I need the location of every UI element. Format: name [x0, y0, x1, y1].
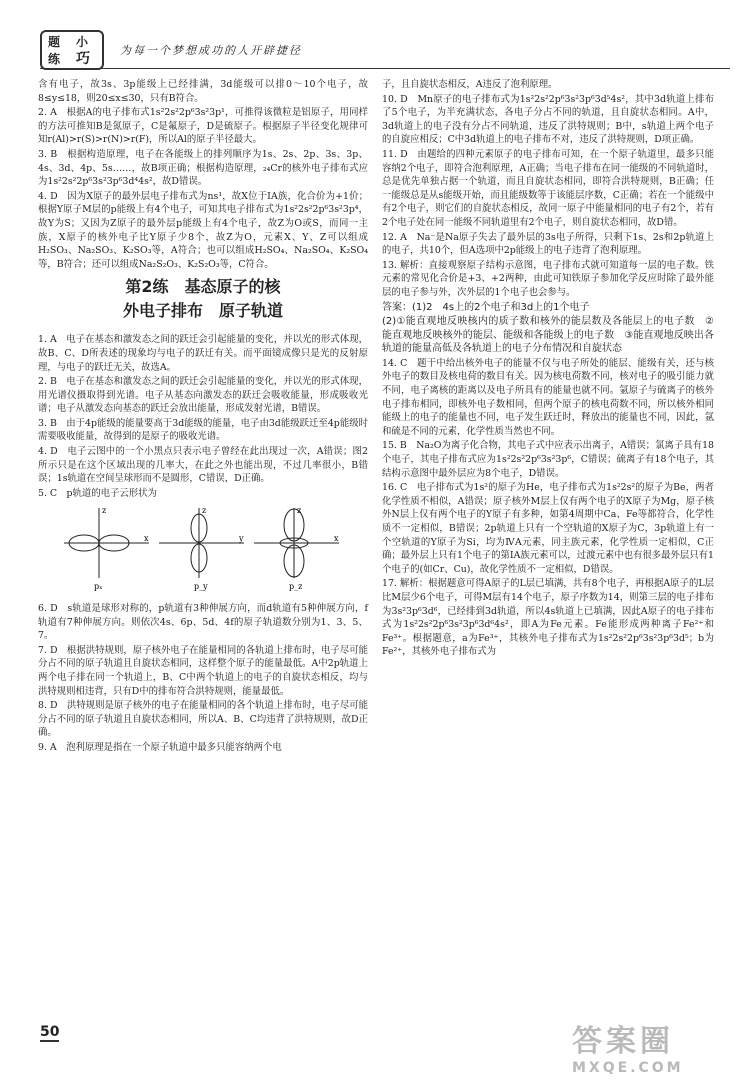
header-divider	[40, 68, 730, 69]
site-watermark	[572, 1016, 732, 1076]
watermark-text: 答案圈	[572, 1024, 674, 1059]
left-column	[38, 78, 368, 756]
header-slogan: 为每一个梦想成功的人开辟捷径	[120, 44, 302, 57]
axis-label: x	[144, 534, 149, 544]
section-title	[38, 275, 368, 323]
answer-item: 15. B Na₂O为离子化合物，其电子式中应表示出离子，A错误；氯离子具有18个电子，其电子排布式应为1s²2s²2p⁶3s²3p⁶，C错误；硫离子有18个电子，其结构示意图中最外层应为8个电子，D错误。	[382, 440, 714, 479]
section-title-line: 外电子排布 原子轨道	[122, 301, 283, 321]
answer-line: 答案：(1)2 4s上的2个电子和3d上的1个电子	[382, 301, 590, 313]
answer-item: 14. C 题干中给出核外电子的能量不仅与电子所处的能层、能级有关，还与核外电子的数目及核电荷的数目有关。因为核电荷数不同，核对电子的吸引能力就不同，电子离核的距离以及电子所具有的能量也就不同。氩原子与硫离子的核外电子排布相同，即核外电子数相同，但两个原子的核电荷数不同，所以核外相同能级上的电子的能量也不同，电子发生跃迁时，释放出的能量也不同，因此，氩和硫是不同的元素，化学性质当然也不同。	[382, 357, 714, 437]
px-orbital	[64, 508, 149, 578]
right-column	[382, 78, 714, 660]
logo-char: 小	[76, 35, 89, 49]
axis-label: z	[297, 506, 302, 516]
logo-char: 题	[48, 35, 61, 49]
logo-char: 巧	[76, 51, 90, 67]
pz-orbital	[254, 508, 339, 578]
axis-label: x	[334, 534, 339, 544]
answer-item: 子，且自旋状态相反，A违反了泡利原理。	[382, 79, 558, 90]
answer-item: 13. 解析：直接观察原子结构示意图，电子排布式就可知道每一层的电子数。铁元素的常见化合价是+3、+2两种，由此可知铁原子参加化学反应时除了最外能层的电子参与外，次外层的1个电子也会参与。	[382, 259, 714, 298]
answer-item: 8. D 洪特规则是原子核外的电子在能量相同的各个轨道上排布时，电子尽可能分占不同的原子轨道且自旋状态相同，所以A、B、C均违背了洪特规则，故D正确。	[38, 700, 368, 739]
answer-item: 5. C p轨道的电子云形状为	[38, 487, 157, 499]
answer-item: 11. D 由题给的四种元素原子的电子排布可知，在一个原子轨道里，最多只能容纳2个电子，即符合泡利原理，A正确；当电子排布在同一能级的不同轨道时，总是优先单独占据一个轨道，而且自旋状态相同，即符合洪特规则，B正确；任一能级总是从s能级开始，而且能级数等于该能层序数，C正确；若在一个能级中有2个电子，则它们的自旋状态相反，故同一原子中能量相同的电子有2个，若有2个电子处在同一能级不同轨道里有2个电子，则自旋状态相同，故D错。	[382, 148, 714, 228]
orbital-label: p_z	[289, 582, 303, 592]
p-orbital-diagram	[54, 503, 354, 593]
answer-item: 9. A 泡利原理是指在一个原子轨道中最多只能容纳两个电	[38, 741, 282, 753]
py-orbital	[159, 508, 244, 578]
answer-item: 6. D s轨道是球形对称的，p轨道有3种伸展方向，而d轨道有5种伸展方向，f轨道有7种伸展方向。则依次4s、6p、5d、4f的原子轨道数分别为1、3、5、7。	[38, 603, 368, 642]
answer-line: (2)①能直观地反映核内的质子数和核外的能层数及各能层上的电子数 ②能直观地反映核外的能层、能级和各能级上的电子数 ③能直观地反映出各轨道的能量高低及各轨道上的电子分布情况和自旋状态	[382, 316, 714, 355]
axis-label: z	[102, 506, 107, 516]
answer-item: 17. 解析：根据题意可得A原子的L层已填满，共有8个电子，再根据A原子的L层比M层少6个电子，可得M层有14个电子，原子序数为14，则第三层的电子排布为3s²3p⁶3d⁶，已经排到3d轨道，所以4s轨道上已填满，因此A原子的电子排布式为1s²2s²2p⁶3s²3p⁶3d⁶4s²，即A为Fe元素。Fe能形成两种离子Fe²⁺和Fe³⁺。根据题意，a为Fe³⁺，其核外电子排布式为1s²2s²2p⁶3s²3p⁶3d⁵；b为Fe²⁺，其核外电子排布式为	[382, 578, 714, 658]
answer-item: 2. A 根据A的电子排布式1s²2s²2p⁶3s²3p¹，可推得该微粒是铝原子，用同样的方法可推知B是氮原子，C是氟原子，D是硫原子。根据原子半径变化规律可知r(Al)>r(S)>r(N)>r(F)，所以Al的原子半径最大。	[38, 107, 368, 146]
answer-item: 10. D Mn原子的电子排布式为1s²2s²2p⁶3s²3p⁶3d⁵4s²，其中3d轨道上排布了5个电子，为半充满状态，各电子分占不同的轨道，且自旋状态相同。A中，3d轨道上的电子没有分占不同轨道，违反了洪特规则；B中，s轨道上两个电子的自旋应相反；C中3d轨道上的电子排布不对，违反了洪特规则，D项正确。	[382, 93, 714, 146]
page-footer	[40, 1024, 340, 1044]
axis-label: y	[239, 534, 244, 544]
orbital-label: p_y	[194, 582, 208, 592]
page-number: 50	[40, 1024, 60, 1040]
answer-item: 4. D 因为X原子的最外层电子排布式为ns¹，故X位于ⅠA族，化合价为+1价；根据Y原子M层的p能级上有4个电子，可知其电子排布式为1s²2s²2p⁶3s²3p⁴，故Y为S；又因为Z原子的最外层p能级上有4个电子，故Z为O或S，而同一主族，X原子的核外电子比Y原子少8个，故Z为O，元素X、Y、Z可以组成H₂SO₃、Na₂SO₃、K₂SO₃等，A符合；也可以组成H₂SO₄、Na₂SO₄、K₂SO₄等，B符合；还可以组成Na₂S₂O₃、K₂S₂O₃等，C符合。	[38, 190, 368, 270]
page-header	[40, 30, 730, 70]
answer-item: 16. C 电子排布式为1s²的原子为He，电子排布式为1s²2s²的原子为Be，两者化学性质不相似，A错误；原子核外M层上仅有两个电子的X原子为Mg，原子核外N层上仅有两个电子的Y原子有多种，如第4周期中Ca、Fe等都符合，化学性质不一定相似，B错误；2p轨道上只有一个空轨道的X原子为C，3p轨道上有一个空轨道的Y原子为Si，均为ⅣA元素，同主族元素，化学性质一定相似，C正确；最外层上只有1个电子的第ⅠA族元素可以，过渡元素中也有很多最外层只有1个电子的(如Cr、Cu)，故化学性质不一定相似，D错误。	[382, 482, 714, 575]
answer-item: 1. A 电子在基态和激发态之间的跃迁会引起能量的变化，并以光的形式体现，故B、C、D所表述的现象均与电子的跃迁有关。而平面镜成像只是光的反射原理，与电子的跃迁无关，故选A。	[38, 334, 368, 373]
watermark-url: MXQE.COM	[572, 1060, 684, 1076]
answer-item: 2. B 电子在基态和激发态之间的跃迁会引起能量的变化，并以光的形式体现，用光谱仪摄取得到光谱。电子从基态向激发态的跃迁会吸收能量，形成吸收光谱；电子从激发态向基态的跃迁会放出能量，形成发射光谱，B错误。	[38, 376, 368, 415]
section-title-line: 第2练 基态原子的核	[125, 277, 281, 297]
series-logo	[40, 30, 104, 70]
axis-label: z	[202, 506, 207, 516]
answer-item: 含有电子，故3s、3p能级上已经排满，3d能级可以排0～10个电子，故8≤y≤18，则20≤x≤30，只有B符合。	[38, 79, 368, 104]
answer-item: 12. A Na⁻是Na原子失去了最外层的3s电子所得，只剩下1s、2s和2p轨道上的电子，共10个，但A选项中2p能级上的电子违背了泡利原理。	[382, 231, 714, 257]
answer-item: 4. D 电子云图中的一个小黑点只表示电子曾经在此出现过一次，A错误；图2所示只是在这个区域出现的几率大，在此之外也能出现，不过几率很小，B错误；1s轨道在空间呈球形而不是圆形，C错误，D正确。	[38, 446, 368, 485]
orbital-label: pₓ	[94, 582, 103, 592]
answer-item: 3. B 由于4p能级的能量要高于3d能级的能量，电子由3d能级跃迁至4p能级时需要吸收能量，故得到的是原子的吸收光谱。	[38, 417, 368, 443]
answer-item: 7. D 根据洪特规则，原子核外电子在能量相同的各轨道上排布时，电子尽可能分占不同的原子轨道且自旋状态相同，这样整个原子的能量最低。A中2p轨道上两个电子排在同一个轨道上，B、C中两个轨道上的电子的自旋状态相反，均与洪特规则相违背，只有D中的排布符合洪特规则，能量最低。	[38, 644, 368, 697]
logo-char: 练	[48, 52, 61, 66]
answer-item: 3. B 根据构造原理，电子在各能级上的排列顺序为1s、2s、2p、3s、3p、4s、3d、4p、5s……，故B项正确；根据构造原理，₂₄Cr的核外电子排布式应为1s²2s²2p⁶3s²3p⁶3d⁴4s²，故D错误。	[38, 148, 368, 188]
